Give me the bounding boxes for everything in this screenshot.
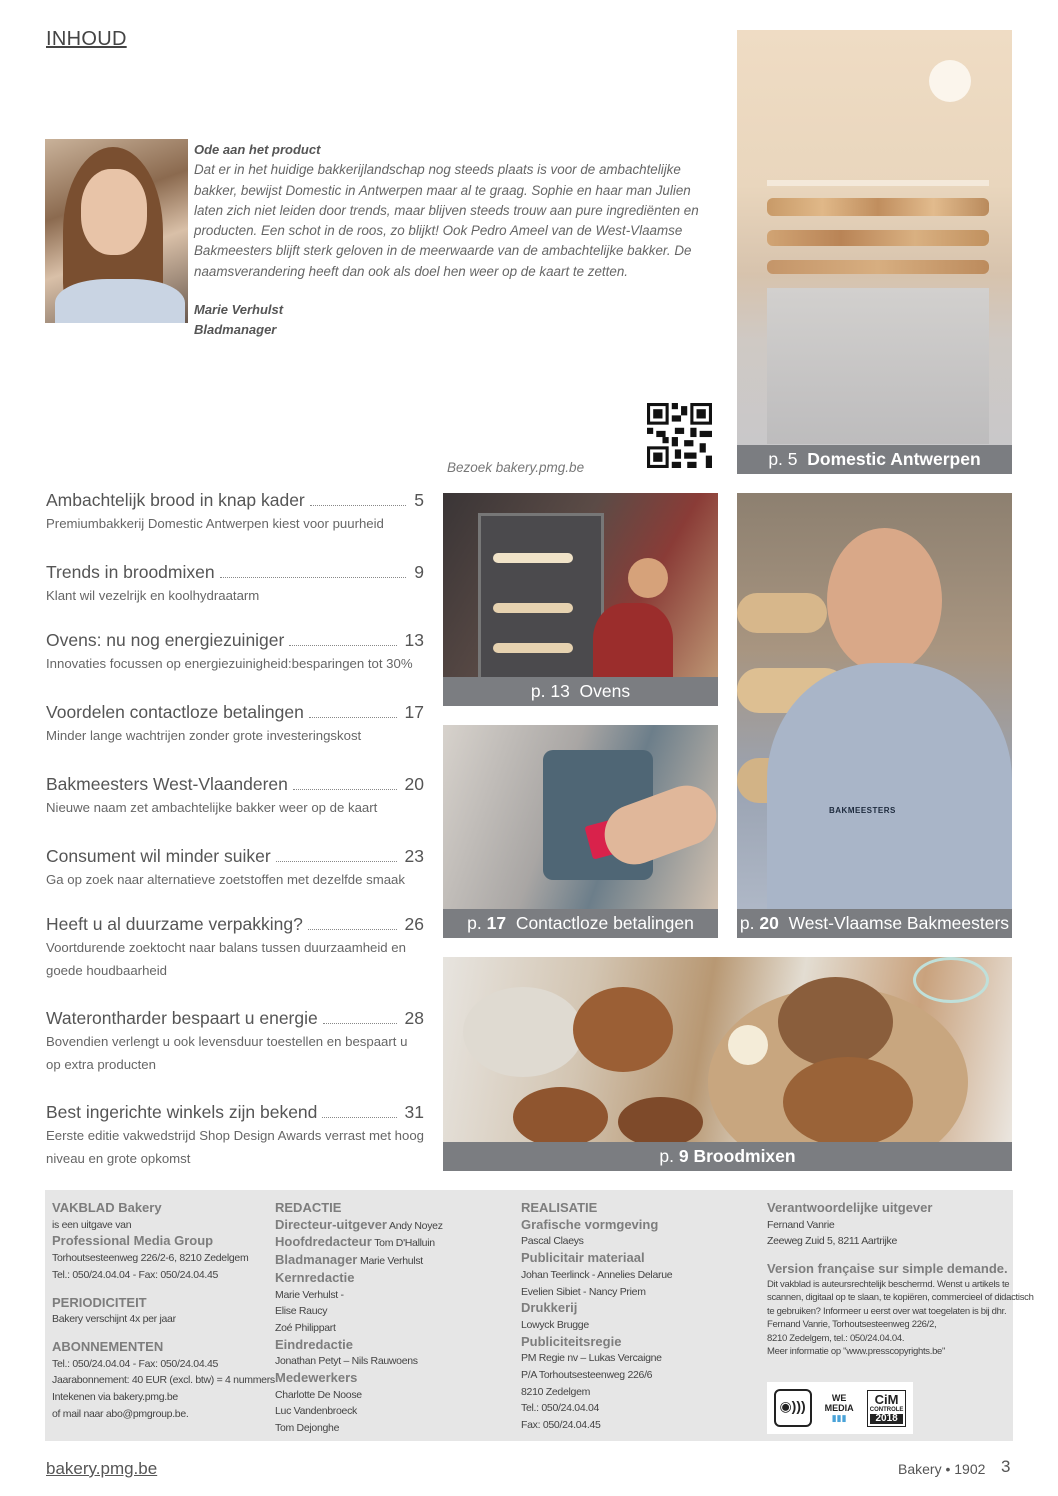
editorial-text: [194, 140, 704, 341]
toc-title: Ovens: nu nog energiezuiniger: [46, 630, 285, 650]
toc-item[interactable]: [46, 774, 424, 819]
caption-bakmeesters: p. 20 West-Vlaamse Bakmeesters: [737, 909, 1012, 938]
photo-ovens: [443, 493, 718, 706]
cim-logo: CiM CONTROLE 2018: [867, 1390, 907, 1427]
editorial-role: Bladmanager: [194, 322, 277, 338]
apron-text: BAKMEESTERS: [829, 806, 896, 815]
section-heading: INHOUD: [46, 28, 127, 50]
photo-contactloze-betalingen: [443, 725, 718, 938]
toc-title: Best ingerichte winkels zijn bekend: [46, 1102, 318, 1122]
caption-ovens: p. 13 Ovens: [443, 677, 718, 706]
toc-item[interactable]: [46, 562, 424, 607]
toc-subtitle: Premiumbakkerij Domestic Antwerpen kiest voor puurheid: [46, 516, 384, 531]
we-media-logo: WE MEDIA ▮▮▮: [824, 1393, 854, 1423]
toc-title: Consument wil minder suiker: [46, 846, 271, 866]
toc-subtitle: Voortdurende zoektocht naar balans tussen duurzaamheid en goede houdbaarheid: [46, 940, 406, 978]
toc-page: 31: [404, 1102, 424, 1122]
toc-title: Ambachtelijk brood in knap kader: [46, 490, 305, 510]
toc-title: Waterontharder bespaart u energie: [46, 1008, 318, 1028]
press-copyright-icon: ◉))): [774, 1389, 812, 1427]
toc-subtitle: Bovendien verlengt u ook levensduur toestellen en bespaart u op extra producten: [46, 1034, 408, 1072]
toc-page: 17: [404, 702, 424, 722]
website-link[interactable]: bakery.pmg.be: [46, 1459, 158, 1478]
certification-logos: [767, 1382, 913, 1434]
photo-bakmeesters: [737, 493, 1012, 938]
toc-page: 28: [404, 1008, 424, 1028]
issue-label: Bakery • 1902: [898, 1461, 986, 1477]
caption-broodmixen: p. 9 Broodmixen: [443, 1142, 1012, 1171]
editorial-body: Dat er in het huidige bakkerijlandschap nog steeds plaats is voor de ambachtelijke bakker, bewijst Domestic in Antwerpen maar al te graag. Sophie en haar man Julien laten zich niet leiden door trends, maar blijven steeds trouw aan pure ingrediënten en producten. Een schot in de roos, zo blijkt! Ook Pedro Ameel van de West-Vlaamse Bakmeesters blijft sterk geloven in de meerwaarde van de ambachtelijke bakker. De naamsverandering heeft dan ook als doel hen weer op de kaart te zetten.: [194, 162, 699, 279]
toc-item[interactable]: [46, 490, 424, 535]
photo-domestic-antwerpen: [737, 30, 1012, 474]
toc-title: Bakmeesters West-Vlaanderen: [46, 774, 288, 794]
toc-page: 23: [404, 846, 424, 866]
colophon-publisher: VAKBLAD Bakery is een uitgave van Professional Media Group Torhoutsesteenweg 226/2-6, 8210 Zedelgem Tel.: 050/24.04.04 - Fax: 050/24.04.45 PERIODICITEIT Bakery verschijnt 4x per jaar ABONNEMENTEN Tel.: 050/24.04.04 - Fax: 050/24.04.45 Jaarabonnement: 40 EUR (excl. btw) = 4 nummers Intekenen via bakery.pmg.be of mail naar abo@pmgroup.be.: [52, 1200, 275, 1420]
toc-page: 9: [414, 562, 424, 582]
toc-title: Heeft u al duurzame verpakking?: [46, 914, 303, 934]
colophon: [45, 1190, 1034, 1441]
colophon-redactie: REDACTIE Directeur-uitgever Andy Noyez Hoofdredacteur Tom D'Halluin Bladmanager Marie Verhulst Kernredactie Marie Verhulst - Elise Raucy Zoé Philippart Eindredactie Jonathan Petyt – Nils Rauwoens Medewerkers Charlotte De Noose Luc Vandenbroeck Tom Dejonghe: [275, 1200, 443, 1435]
toc-subtitle: Nieuwe naam zet ambachtelijke bakker weer op de kaart: [46, 800, 378, 815]
visit-website-text: Bezoek bakery.pmg.be: [447, 460, 585, 475]
editorial-author: Marie Verhulst: [194, 302, 284, 318]
toc-item[interactable]: [46, 630, 424, 675]
toc-subtitle: Ga op zoek naar alternatieve zoetstoffen met dezelfde smaak: [46, 872, 405, 887]
toc-item[interactable]: [46, 1102, 424, 1170]
toc-item[interactable]: [46, 1008, 424, 1076]
toc-subtitle: Innovaties focussen op energiezuinigheid:besparingen tot 30%: [46, 656, 413, 671]
colophon-realisatie: REALISATIE Grafische vormgeving Pascal Claeys Publicitair materiaal Johan Teerlinck - Annelies Delarue Evelien Sibiet - Nancy Priem Drukkerij Lowyck Brugge Publiciteitsregie PM Regie nv – Lukas Vercaigne P/A Torhoutsesteenweg 226/6 8210 Zedelgem Tel.: 050/24.04.04 Fax: 050/24.04.45: [521, 1200, 673, 1432]
photo-broodmixen: [443, 957, 1012, 1171]
toc-item[interactable]: [46, 914, 424, 982]
toc-page: 13: [404, 630, 424, 650]
toc-subtitle: Minder lange wachtrijen zonder grote investeringskost: [46, 728, 362, 743]
editorial-title: Ode aan het product: [194, 142, 321, 157]
qr-code-icon[interactable]: [647, 403, 712, 468]
toc-title: Trends in broodmixen: [46, 562, 215, 582]
toc-item[interactable]: [46, 846, 424, 891]
toc-item[interactable]: [46, 702, 424, 747]
toc-page: 26: [404, 914, 424, 934]
toc-subtitle: Klant wil vezelrijk en koolhydraatarm: [46, 588, 260, 603]
toc-page: 5: [414, 490, 424, 510]
toc-subtitle: Eerste editie vakwedstrijd Shop Design Awards verrast met hoog niveau en grote opkomst: [46, 1128, 424, 1166]
toc-title: Voordelen contactloze betalingen: [46, 702, 304, 722]
page-number: 3: [1001, 1457, 1011, 1476]
author-portrait: [45, 139, 188, 323]
toc-page: 20: [404, 774, 424, 794]
caption-domestic: p. 5 Domestic Antwerpen: [737, 445, 1012, 474]
colophon-uitgever: Verantwoordelijke uitgever Fernand Vanrie Zeeweg Zuid 5, 8211 Aartrijke Version française sur simple demande. Dit vakblad is auteursrechtelijk beschermd. Wenst u artikels te scannen, digitaal op te slaan, te kopiëren, commercieel of didactisch te gebruiken? Informeer u eerst over wat toegelaten is bij dhr. Fernand Vanrie, Torhoutsesteenweg 226/2, 8210 Zedelgem, tel.: 050/24.04.04. Meer informatie op "www.presscopyrights.be": [767, 1200, 1034, 1358]
caption-contactloze: p. 17 Contactloze betalingen: [443, 909, 718, 938]
